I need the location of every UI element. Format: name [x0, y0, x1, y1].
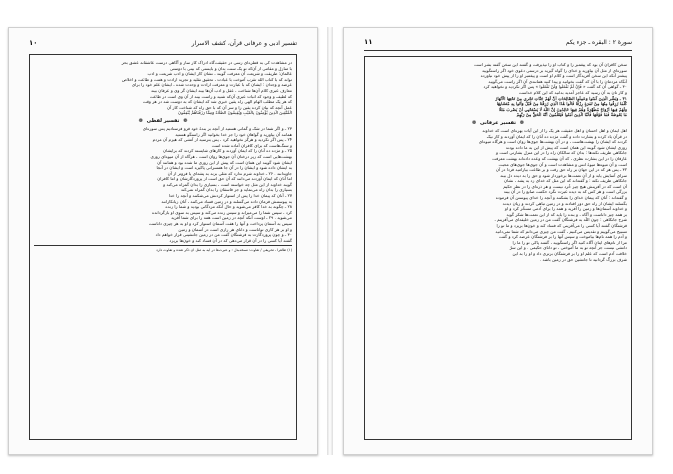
right-paragraph-2 — [369, 128, 627, 262]
text-line: کرد ، سپس شما را می‌میراند و سپس زنده می‌کند و سپس به سوی او بازگردانده — [152, 209, 292, 215]
text-line: به ایشان داده شود و ایشان را در آن جا همسرانی پاکیزه است و ایشان در آنجا — [156, 165, 292, 171]
right-text-frame — [364, 56, 632, 440]
left-paragraph-2 — [34, 126, 292, 243]
text-line: آنگاه مردمان را با آن که گفت بخوانید و پیدا کنید همانندی آن اگر راست می‌گویید — [488, 78, 627, 84]
right-paragraph-1 — [369, 62, 627, 96]
text-line: تواند که با کتاب الله تقرب آموخت با عبادت ، تحقیق تقلید و تجرید ارادت و همت و طاعت و اخلاص — [121, 76, 292, 82]
text-line: بگسلند ایشان از راه حق دور افتادند و در زمین تباهی کردند و زیان دیدند — [502, 200, 627, 206]
text-line: می‌شوید . ۲۹ ـ اوست آنکه آنچه در زمین است همه را برای شما آفرید — [171, 215, 292, 221]
text-line: كُلَّمَا رُزِقُوا مِنْهَا مِنْ ثَمَرَةٍ رِزْقًا قَالُوا هَٰذَا الَّذِي رُزِقْنَا مِنْ قَبْلُ وَأُتُوا بِهِ مُتَشَابِهًا — [496, 101, 627, 107]
text-line: وَلَهُمْ فِيهَا أَزْوَاجٌ مُطَهَّرَةٌ وَهُمْ فِيهَا خَالِدُونَ إِنَّ اللَّهَ لَا يَسْتَحْيِي أَنْ يَضْرِبَ مَثَلًا — [498, 106, 627, 112]
right-quran-verses — [369, 96, 627, 118]
text-line: ۲۳ ـ و اگر شما در شک و گمانی هستید از آنچه بر بندهٔ خود فرو فرستادیم پس سوره‌ای — [142, 125, 292, 131]
text-line: روزی ایشان شود گویند این همان است که پیش از این به ما داده بودند — [505, 144, 627, 150]
left-page — [8, 27, 318, 455]
left-page-content — [34, 60, 292, 435]
text-line: به پیوستنش فرمان داده می‌گسلند و در زمین فساد می‌کنند ، آنان زیانکارانند — [161, 198, 292, 204]
ornament-icon: ❁ — [138, 117, 143, 124]
text-line: پیشتر آنکه این سخن آفریدگار است و کلام او است و پیغمبر او را از پیش خود نیاورده — [480, 73, 627, 79]
text-line: عرضه و وجدان : ایشان که با عبارت و معرفت ارادت و وحدت شده ، ایشان علم خود را برای — [131, 82, 292, 88]
text-line: سرای آسایش یابد و از آن نعمت‌ها برخوردار شود و حق را به دیده دل بیند — [500, 172, 627, 178]
text-line: بر همه چیز داناست و آگاه ، و بنده را باید که از این نعمت‌ها شکر گوید — [506, 211, 627, 217]
text-line: همانند آن بیاورید و گواهان خود را جز خدا بخوانید اگر راستگو هستید — [175, 131, 292, 137]
ornament-icon: ❁ — [183, 117, 188, 124]
text-line: و خداوند آسمان‌ها و زمین را آفرید و همه را برای آدمی مسخّر کرد و او — [504, 206, 627, 212]
text-line: ایشان شود گویند این همان است که پیش از این روزی ما شده بود و همانند آن — [157, 159, 292, 165]
text-line: و سنگ‌هاست که برای کافران آماده شده است — [211, 142, 292, 148]
book-gutter — [327, 27, 333, 455]
text-line: تسبیح می‌گوییم و تقدیس می‌کنیم ، گفت من چیزی می‌دانم که شما نمی‌دانید — [495, 228, 627, 234]
text-line: آن است که در آفرینش هیچ چیز خُرد نیست و هر ذره‌ای را در نظر حکیم — [503, 183, 627, 189]
text-line: بهشت‌هایی است که زیر درختان آن جوی‌ها روان است ، هرگاه از آن میوه‌ای روزی — [150, 153, 292, 159]
ornament-icon: ❁ — [472, 119, 477, 126]
left-page-number: ١٠ — [29, 39, 38, 47]
text-line: مَا بَعُوضَةً فَمَا فَوْقَهَا فَأَمَّا الَّذِينَ آمَنُوا فَيَعْلَمُونَ أَنَّهُ الْحَقُّ مِنْ رَبِّهِمْ — [516, 112, 627, 118]
text-line: عارفان را در این بشارت نظری ، که آن بهشت که وعده داده‌اند بهشت معرفت — [492, 155, 627, 161]
text-line: خلافت آدم است که علم او را بر فرشتگان برتری داد و او را به این — [512, 251, 627, 256]
footnote-divider — [34, 245, 292, 246]
text-line: که هر یک مطلب الهام الهی راه یقین خبری شد که ایشان که به دوست شد در هر وقت — [142, 99, 292, 105]
left-paragraph-1 — [34, 60, 292, 116]
text-line: در مشاهدت کی به قطره‌ای رسی در حقیقت‌گاه ادراک کار ساز و آگاهی درست عاشقانه عشق بحر — [121, 60, 292, 65]
right-page-content — [369, 62, 627, 435]
text-line: جانکاهی ظریف نکته : و گفته‌اند که این مثل که خدای زد به پشه ، نشان — [504, 178, 627, 184]
text-line: ۲۸ ـ چگونه به خدا کافر می‌شوید و حال آنکه مردگانی بودید و شما را زنده — [165, 204, 292, 210]
left-running-title: تفسیر ادبی و عرفانی قرآن، کشف الاسرار — [191, 39, 297, 47]
text-line: ۲۷ ـ آنان که پیمان خدا را پس از استوار کردنش می‌شکنند و آنچه را خدا — [168, 193, 292, 199]
text-line: معارف عبری کلام آن‌ها شناخت ، عقل و ادب آن‌ها بیند ایشان گر وی و عرفان بیند — [151, 87, 292, 93]
left-section-title: تفسیر لفظی — [146, 117, 180, 124]
text-line: سوره‌ای از مثل آن بیاورید و خدای را گواه گیرید بر درستی دعوی خود اگر راستگویید — [482, 67, 627, 73]
ornament-icon: ❁ — [519, 119, 524, 126]
text-line: که لطیف و وجود که اثبات عبری آن‌که شنید و راست بیند از آن وی است در طاعت — [149, 93, 292, 99]
text-line: گویند خداوند از این مثل چه خواسته است ، بسیاری را بدان گمراه می‌کند و — [163, 181, 292, 187]
left-text-frame — [29, 54, 297, 440]
right-section-heading — [369, 120, 627, 126]
text-line: است و آن میوه‌ها میوهٔ انس و مشاهدت است و آن جوی‌ها جوی‌های محبت — [498, 161, 627, 167]
text-line: مرا از نام‌های اینان آگاه کنید اگر راستگویید ، گفتند پاکی تو را ما را — [512, 239, 627, 245]
right-page-number: ١١ — [364, 38, 373, 46]
text-line: اهل ایمان و اهل احسان و اهل حقیقت هر یک را از این آیات بهره‌ای است که خداوند — [482, 127, 627, 133]
text-line: شرف بزرگ گردانید تا جانشین حق در زمین باشد . — [539, 256, 627, 262]
text-line: در قرآن یاد کرده و بشارت داده و گفت مژده ده آنان را که ایمان آوردند و کار نیک — [486, 133, 627, 139]
text-line: ۳۱ ـ وَبَشِّرِ الَّذِينَ آمَنُوا وَعَمِلُوا الصَّالِحَاتِ أَنَّ لَهُمْ جَنَّاتٍ تَجْرِي مِنْ تَحْتِهَا الْأَنْهَارُ — [495, 95, 627, 101]
right-section-title: تفسیر عرفانی — [479, 119, 517, 126]
text-line: ۳۲ ـ پس هر که در این جهان بر راه حق رفت و بر طاعت بیارامید فردا در آن — [495, 167, 627, 173]
text-line: فرشتگان گفتند آیا کسی را می‌آفرینی که فساد کند و خون‌ها بریزد و ما تو را — [496, 223, 627, 229]
text-line: الْمُتَّقِينَ الَّذِينَ يُؤْمِنُونَ بِالْغَيْبِ وَيُقِيمُونَ الصَّلَاةَ وَمِمَّا رَزَقْنَاهُمْ يُنْفِقُونَ — [178, 110, 292, 116]
right-page — [343, 27, 653, 455]
text-line: جاویدانند . ۲۶ ـ خداوند شرم ندارد که مثلی بزند به پشه‌ای یا فروتر از آن — [167, 170, 292, 176]
text-line: سپس به آسمان پرداخت و آنها را هفت آسمان استوار کرد و او به هر چیزی داناست — [148, 221, 292, 227]
text-line: شرح جانکاهی : چون اللّٰه به فرشتگان گفت من در زمین خلیفه‌ای می‌آفرینم ، — [494, 217, 627, 223]
left-footnote: (۱) ظاهراً ، تحریفی / تفاوت: نسخه‌بدل : و عبرت‌ها در آیه به مثل آن ذکر شده و تفاوت دارد — [156, 248, 292, 253]
right-running-title: سورهٔ ۲ : البقره ـ جزء یکم — [565, 38, 632, 46]
text-line: و گفته‌اند : آنان که پیمان خدای را بشکنند و آنچه را خدای پیوستن آن فرموده — [495, 195, 627, 201]
left-section-heading — [34, 118, 292, 124]
left-page-header — [29, 36, 297, 50]
text-line: کردند که ایشان را بهشت‌هاست ، و در آن بهشت‌ها جوی‌ها روان است و هرگاه میوه‌ای — [478, 139, 627, 145]
text-line: گفتند آیا کسی را در آن قرار می‌دهی که در آن فساد کند و خون‌ها بریزد — [169, 237, 292, 243]
text-line: دانشی نیست جز آنچه تو به ما آموختی ، تو دانای حکیمی . و این سرّ — [509, 245, 627, 251]
text-line: ۲۵ ـ و مژده ده آنان را که ایمان آوردند و کارهای شایسته کردند که برایشان — [163, 148, 292, 154]
text-line: سخن کافران آن بود که پیغمبر را و کتاب او را نپذیرفت و گفتند این سخن گفته بشر است — [474, 62, 627, 67]
text-line: و آدم را همه نام‌ها بیاموخت و سپس آنها را بر فرشتگان عرضه کرد و گفت — [498, 234, 627, 240]
text-line: ۲۴ ـ پس اگر نکردید و هرگز نخواهید کرد ، پس بترسید از آتشی که هیزم آن مردم — [152, 137, 292, 143]
text-line: عمل آنچه که بیان کرده یقین را و سر آن که با حق راه که شناخت کار آن — [166, 104, 292, 110]
text-line: و کار تان به آن رسید که عاجز آمدید بدانید که این کلام خداست — [518, 89, 627, 95]
right-page-header — [364, 34, 632, 51]
text-line: اما آنان که ایمان آوردند می‌دانند که آن حق است از پروردگارشان و اما کافران — [157, 176, 292, 182]
text-line: با منازل و مقامی از آن‌که تو یک سنت بدان و بایستی که بیتی با دوستی — [169, 65, 292, 71]
text-line: بسیاری را بدان راه می‌نماید و جز فاسقان را بدان گمراه نمی‌کند — [180, 187, 292, 193]
text-line: جانکاهی ظریف نکته‌ها : بدان که سالکان راه را در این منزل بشارتی است و — [495, 150, 627, 156]
text-line: عالمان: طریقت و شریعت آن معرفت گویند ، نشان کار ایشان و ادب شریعت و ادب — [147, 71, 292, 77]
text-line: و او بر هر کاری تواناست و دانای هر رازی است در آسمان و زمین — [178, 226, 292, 232]
text-line: ۳۰ ـ و چون پروردگارت به فرشتگان گفت من در زمین جانشینی قرار خواهم داد — [155, 232, 292, 238]
text-line: ۳۰ ـ گواهی آن که گفت « فَإِنْ لَمْ تَفْعَلُوا وَلَنْ تَفْعَلُوا » پس اگر نکردید و نخواهید کرد — [483, 84, 627, 90]
text-line: بزرگی است و هر کس که به دیده عبرت نگرد حکمت صانع را در آن بیند — [503, 189, 627, 195]
